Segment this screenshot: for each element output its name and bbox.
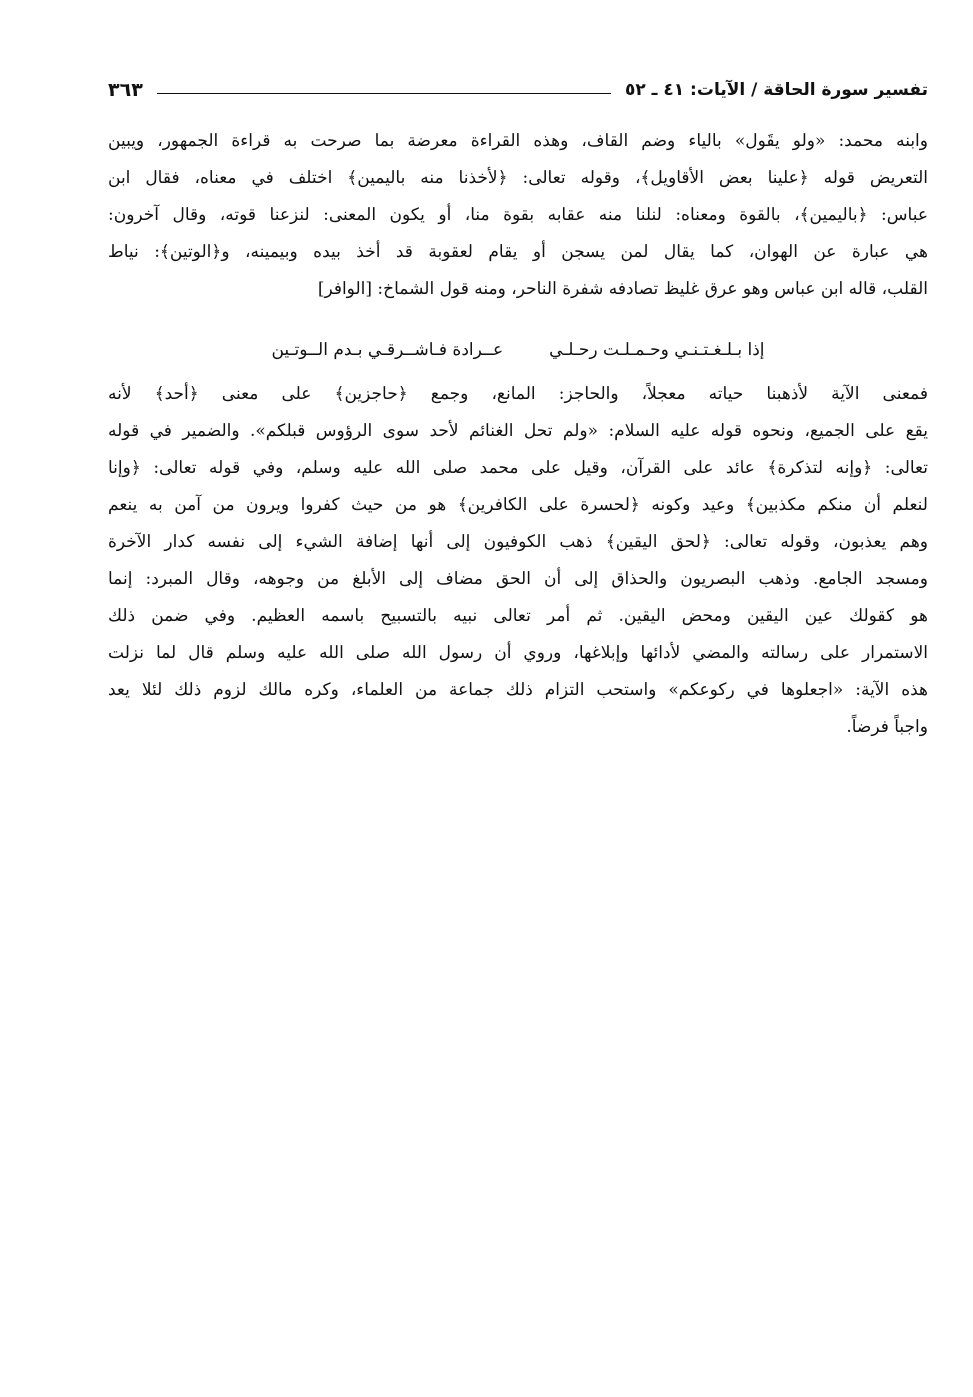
text-line: هو كقولك عين اليقين ومحض اليقين. ثم أمر تعالى نبيه بالتسبيح باسمه العظيم. وفي ضمن ذلك xyxy=(108,606,928,626)
poetry-verse xyxy=(108,330,928,370)
text-line: وابنه محمد: «ولو يقَول» بالياء وضم القاف، وهذه القراءة معرضة بما صرحت به قراءة الجمهور، ويبين xyxy=(108,131,928,151)
text-line: عباس: ﴿باليمين﴾، بالقوة ومعناه: لنلنا منه عقابه بقوة منا، أو يكون المعنى: لنزعنا قوته، وقال آخرون: xyxy=(108,205,928,225)
text-line: التعريض قوله ﴿علينا بعض الأقاويل﴾، وقوله تعالى: ﴿لأخذنا منه باليمين﴾ اختلف في معناه، فقال ابن xyxy=(108,168,928,188)
text-line: القلب، قاله ابن عباس وهو عرق غليظ تصادفه شفرة الناحر، ومنه قول الشماخ: [الوافر] xyxy=(317,279,928,299)
text-line: واجباً فرضاً. xyxy=(846,717,928,737)
text-line: لنعلم أن منكم مكذبين﴾ وعيد وكونه ﴿لحسرة على الكافرين﴾ هو من حيث كفروا ويرون من آمن به ينعم xyxy=(108,495,928,515)
text-line: الاستمرار على رسالته والمضي لأدائها وإبلاغها، وروي أن رسول الله صلى الله عليه وسلم قال لما نزلت xyxy=(108,643,928,663)
text-line: تعالى: ﴿وإنه لتذكرة﴾ عائد على القرآن، وقيل على محمد صلى الله عليه وسلم، وفي قوله تعالى: ﴿وإنا xyxy=(108,458,928,478)
running-header xyxy=(108,70,928,110)
verse-first-hemistich: إذا بـلـغـتـنـي وحـمـلـت رحـلـي xyxy=(549,340,765,360)
paragraph-2 xyxy=(108,376,928,746)
text-line: يقع على الجميع، ونحوه قوله عليه السلام: «ولم تحل الغنائم لأحد سوى الرؤوس قبلكم». والضمير في قوله xyxy=(108,421,928,441)
text-line: وهم يعذبون، وقوله تعالى: ﴿لحق اليقين﴾ ذهب الكوفيون إلى أنها إضافة الشيء إلى نفسه كدار الآخرة xyxy=(108,532,928,552)
page-number: ٣٦٣ xyxy=(108,79,143,101)
paragraph-1 xyxy=(108,123,928,308)
text-line: ومسجد الجامع. وذهب البصريون والحذاق إلى أن الحق مضاف إلى الأبلغ من وجوهه، وقال المبرد: إنما xyxy=(108,569,928,589)
running-title: تفسير سورة الحاقة / الآيات: ٤١ ـ ٥٢ xyxy=(624,80,928,100)
text-line: فمعنى الآية لأذهبنا حياته معجلاً، والحاجز: المانع، وجمع ﴿حاجزين﴾ على معنى ﴿أحد﴾ لأنه xyxy=(108,384,928,404)
text-line: هي عبارة عن الهوان، كما يقال لمن يسجن أو يقام لعقوبة قد أخذ بيده وبيمينه، و﴿الوتين﴾: نياط xyxy=(108,242,928,262)
text-line: هذه الآية: «اجعلوها في ركوعكم» واستحب التزام ذلك جماعة من العلماء، وكره مالك لزوم ذلك لئلا يعد xyxy=(108,680,928,700)
verse-second-hemistich: عــرادة فـاشــرقـي بـدم الــوتـين xyxy=(271,340,504,360)
header-rule xyxy=(157,93,611,94)
